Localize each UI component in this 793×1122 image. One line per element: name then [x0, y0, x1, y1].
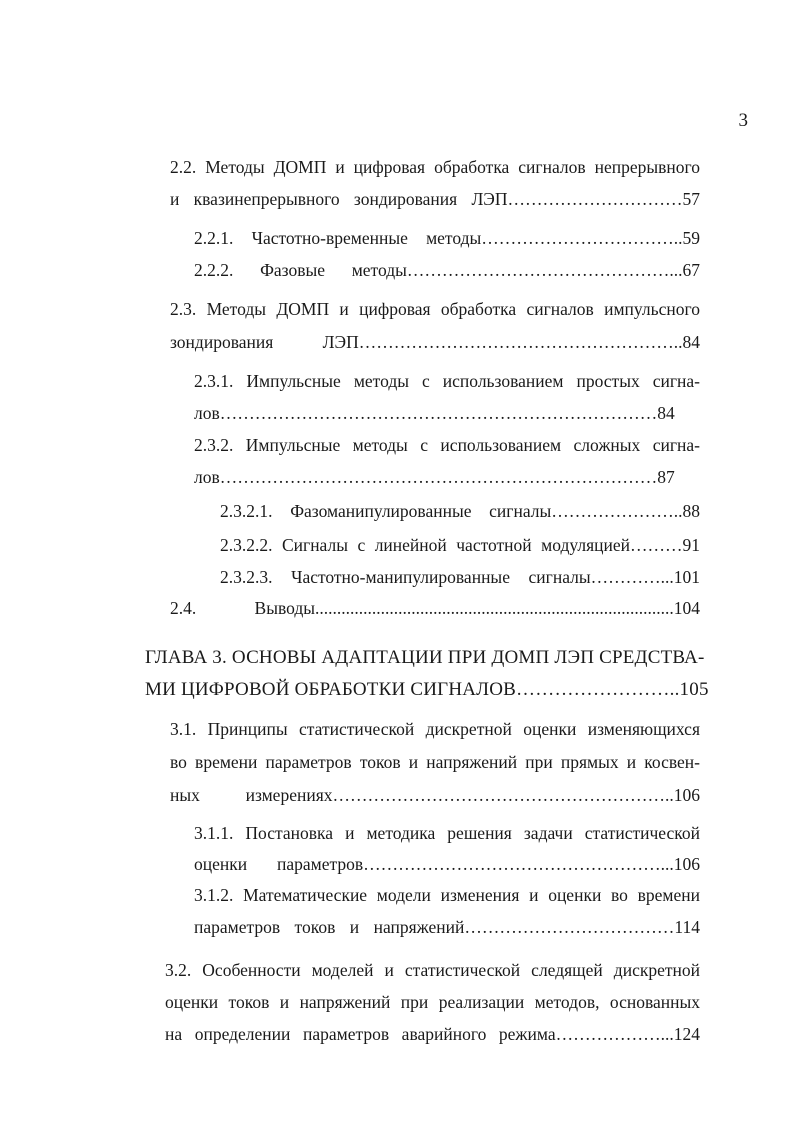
toc-line: 2.2. Методы ДОМП и цифровая обработка сигналов непрерывного	[170, 157, 700, 177]
toc-line: лов…………………………………………………………………87	[194, 467, 675, 487]
toc-line: во времени параметров токов и напряжений при прямых и косвен-	[170, 752, 700, 772]
chapter-heading: МИ ЦИФРОВОЙ ОБРАБОТКИ СИГНАЛОВ……………………..105	[145, 679, 709, 700]
toc-line: оценки токов и напряжений при реализации методов, основанных	[165, 992, 700, 1012]
page-number: 3	[738, 110, 748, 131]
toc-line: ных измерениях…………………………………………………..106	[170, 785, 700, 805]
toc-line: 3.1. Принципы статистической дискретной оценки изменяющихся	[170, 719, 700, 739]
toc-line: 2.2.2. Фазовые методы………………………………………...67	[194, 260, 700, 280]
toc-line: 2.4. Выводы..................................................................................104	[170, 598, 700, 618]
toc-line: зондирования ЛЭП………………………………………………..84	[170, 332, 700, 352]
toc-line: параметров токов и напряжений………………………………114	[194, 917, 700, 937]
toc-line: 2.3.2.1. Фазоманипулированные сигналы…………………..88	[220, 501, 700, 521]
toc-line: 2.3.1. Импульсные методы с использованием простых сигна-	[194, 371, 700, 391]
toc-line: и квазинепрерывного зондирования ЛЭП…………………………57	[170, 189, 700, 209]
toc-line: лов…………………………………………………………………84	[194, 403, 675, 423]
toc-line: 3.2. Особенности моделей и статистической следящей дискретной	[165, 960, 700, 980]
toc-line: 2.3.2.2. Сигналы с линейной частотной модуляцией………91	[220, 535, 700, 555]
chapter-heading: ГЛАВА 3. ОСНОВЫ АДАПТАЦИИ ПРИ ДОМП ЛЭП СРЕДСТВА-	[145, 647, 705, 668]
toc-line: 3.1.1. Постановка и методика решения задачи статистической	[194, 823, 700, 843]
toc-line: 2.3.2.3. Частотно-манипулированные сигналы…………...101	[220, 567, 700, 587]
toc-line: 2.3.2. Импульсные методы с использованием сложных сигна-	[194, 435, 700, 455]
toc-line: 2.3. Методы ДОМП и цифровая обработка сигналов импульсного	[170, 299, 700, 319]
toc-line: оценки параметров……………………………………………...106	[194, 854, 700, 874]
toc-line: 2.2.1. Частотно-временные методы……………………………..59	[194, 228, 700, 248]
toc-line: на определении параметров аварийного режима………………...124	[165, 1024, 700, 1044]
toc-line: 3.1.2. Математические модели изменения и оценки во времени	[194, 885, 700, 905]
